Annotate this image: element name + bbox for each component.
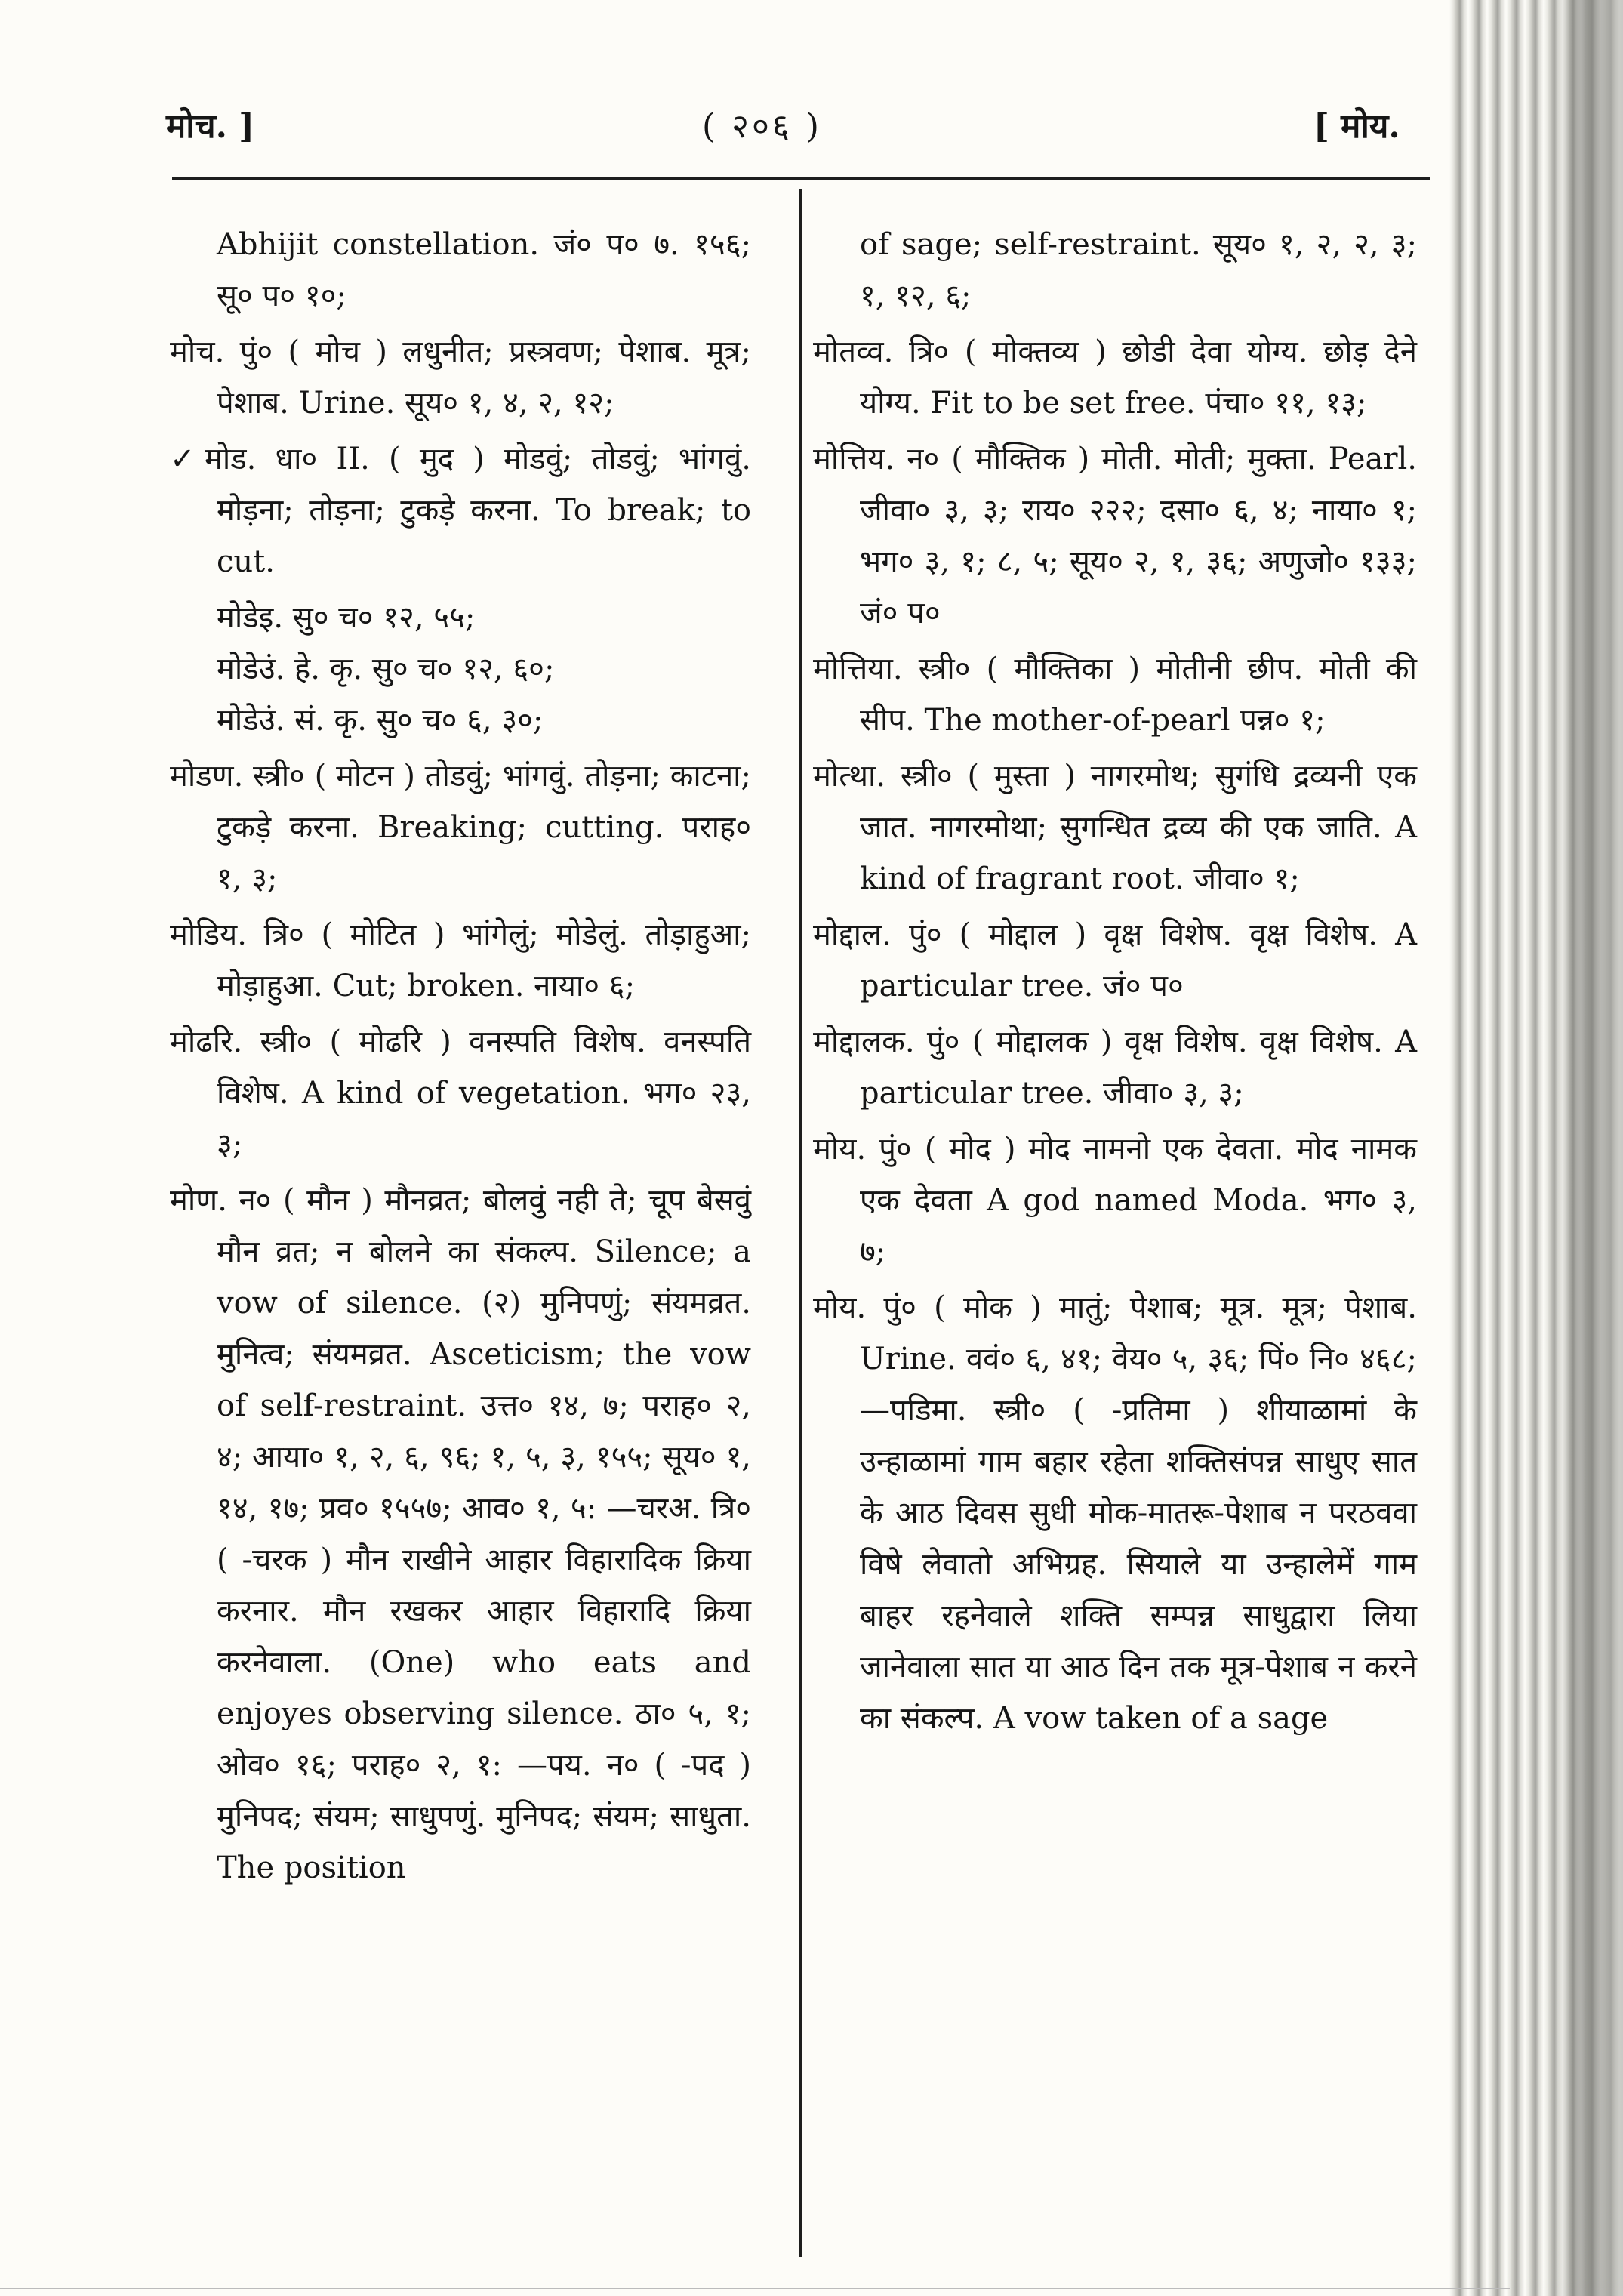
continued-entry-text: Abhijit constellation. जं० प० ७. १५६; सू० प० १०;: [217, 227, 751, 313]
dictionary-entry-motavva: मोतव्व. त्रि० ( मोक्तव्य ) छोडी देवा योग्य. छोड़ देने योग्य. Fit to be set free. पंचा० ११, १३;: [813, 334, 1417, 421]
column-divider: [799, 189, 802, 2257]
header-rule: [172, 177, 1430, 180]
dictionary-entry-modhari: मोढरि. स्त्री० ( मोढरि ) वनस्पति विशेष. वनस्पति विशेष. A kind of vegetation. भग० २३, ३;: [170, 1025, 751, 1162]
entry-subform: मोडेउं. सं. कृ. सु० च० ६, ३०;: [217, 703, 544, 738]
dictionary-entry-motthaa: मोत्था. स्त्री० ( मुस्ता ) नागरमोथ; सुगंधि द्रव्यनी एक जात. नागरमोथा; सुगन्धित द्रव्य की एक जाति. A kind of fragrant root. जीवा० १;: [813, 759, 1417, 896]
dictionary-entry-moddaalaka: मोद्दालक. पुं० ( मोद्दालक ) वृक्ष विशेष. वृक्ष विशेष. A particular tree. जीवा० ३, ३;: [813, 1025, 1417, 1111]
dictionary-entry-mottiya-feminine: मोत्तिया. स्त्री० ( मौक्तिका ) मोतीनी छीप. मोती की सीप. The mother-of-pearl पन्न० १;: [813, 652, 1417, 738]
entry-subform: मोडेइ. सु० च० १२, ५५;: [217, 600, 476, 635]
dictionary-entry-moca: मोच. पुं० ( मोच ) लधुनीत; प्रस्त्रवण; पेशाब. मूत्र; पेशाब. Urine. सूय० १, ४, २, १२;: [170, 334, 751, 421]
dictionary-entry-moddaala: मोद्दाल. पुं० ( मोद्दाल ) वृक्ष विशेष. वृक्ष विशेष. A particular tree. जं० प०: [813, 917, 1417, 1003]
dictionary-entry-modiya: मोडिय. त्रि० ( मोटित ) भांगेलुं; मोडेलुं. तोड़ाहुआ; मोड़ाहुआ. Cut; broken. नाया० ६;: [170, 917, 751, 1003]
scan-edge-shadow: [1555, 0, 1623, 2296]
left-column: [170, 219, 751, 1898]
page-number: ( २०६ ): [702, 107, 822, 146]
bottom-scan-line: [0, 2288, 1510, 2289]
dictionary-entry-moya-god: मोय. पुं० ( मोद ) मोद नामनो एक देवता. मोद नामक एक देवता A god named Moda. भग० ३, ७;: [813, 1132, 1417, 1269]
header-right-guideword: [ मोय.: [1313, 107, 1400, 146]
dictionary-entry-moda: ✓मोड. धा० II. ( मुद ) मोडवुं; तोडवुं; भांगवुं. मोड़ना; तोड़ना; टुकड़े करना. To break; to cut.: [170, 442, 751, 579]
continued-entry-text: of sage; self-restraint. सूय० १, २, २, ३; १, १२, ६;: [860, 227, 1417, 313]
right-column: [813, 219, 1417, 1749]
header-left-guideword: मोच. ]: [166, 107, 255, 146]
dictionary-entry-mona: मोण. न० ( मौन ) मौनव्रत; बोलवुं नही ते; चूप बेसवुं मौन व्रत; न बोलने का संकल्प. Silence; a vow of silence. (२) मुनिपणुं; संयमव्रत. मुनित्व; संयमव्रत. Asceticism; the vow of self-restraint. उत्त० १४, ७; पराह० २, ४; आया० १, २, ६, ९६; १, ५, ३, १५५; सूय० १, १४, १७; प्रव० १५५७; आव० १, ५: —चरअ. त्रि० ( -चरक ) मौन राखीने आहार विहारादिक क्रिया करनार. मौन रखकर आहार विहारादि क्रिया करनेवाला. (One) who eats and enjoyes observing silence. ठा० ५, १; ओव० १६; पराह० २, १: —पय. न० ( -पद ) मुनिपद; संयम; साधुपणुं. मुनिपद; संयम; साधुता. The position: [170, 1183, 751, 1885]
dictionary-entry-mottiya: मोत्तिय. न० ( मौक्तिक ) मोती. मोती; मुक्ता. Pearl. जीवा० ३, ३; राय० २२२; दसा० ६, ४; नाया० १; भग० ३, १; ८, ५; सूय० २, १, ३६; अणुजो० १३३; जं० प०: [813, 442, 1417, 630]
dictionary-entry-modana: मोडण. स्त्री० ( मोटन ) तोडवुं; भांगवुं. तोड़ना; काटना; टुकड़े करना. Breaking; cutting. पराह० १, ३;: [170, 759, 751, 896]
dictionary-entry-moya-urine: मोय. पुं० ( मोक ) मातुं; पेशाब; मूत्र. मूत्र; पेशाब. Urine. ववं० ६, ४१; वेय० ५, ३६; पिं० नि० ४६८; —पडिमा. स्त्री० ( -प्रतिमा ) शीयाळामां के उन्हाळामां गाम बहार रहेता शक्तिसंपन्न साधुए सात के आठ दिवस सुधी मोक-मातरू-पेशाब न परठववा विषे लेवातो अभिग्रह. सियाले या उन्हालेमें गाम बाहर रहनेवाले शक्ति सम्पन्न साधुद्वारा लिया जानेवाला सात या आठ दिन तक मूत्र-पेशाब न करने का संकल्प. A vow taken of a sage: [813, 1290, 1417, 1736]
page-header: [0, 102, 1495, 162]
entry-subform: मोडेउं. हे. कृ. सु० च० १२, ६०;: [217, 652, 555, 686]
